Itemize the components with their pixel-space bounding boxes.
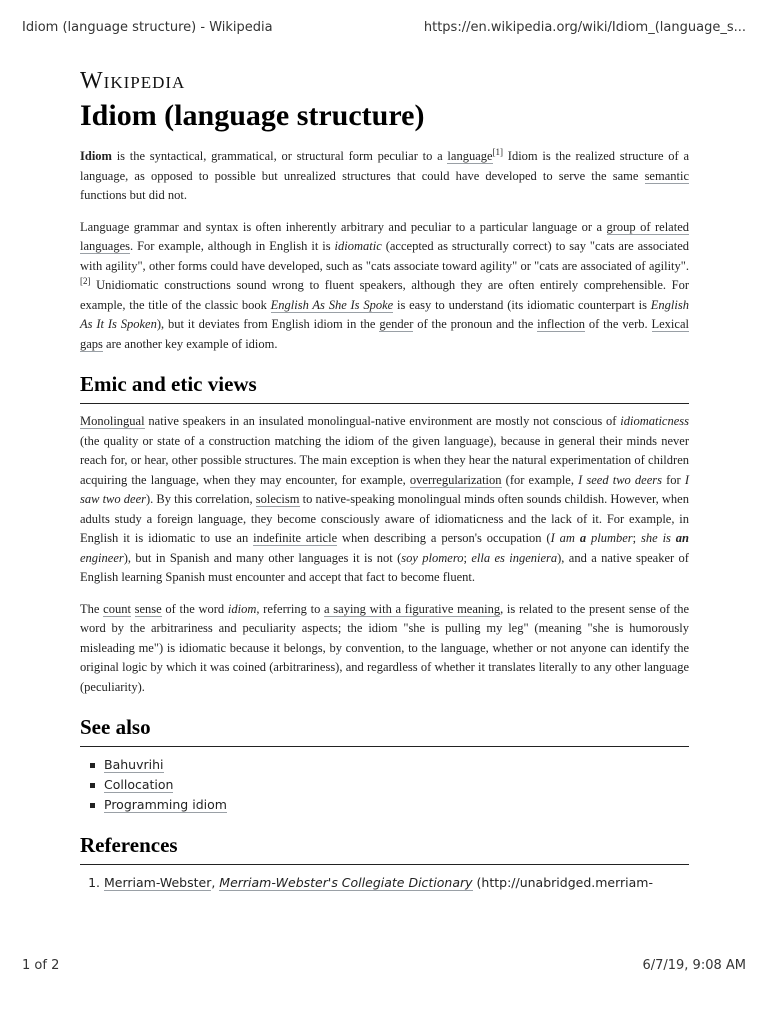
emphasis: idiom xyxy=(227,601,257,616)
text: ), and a native speaker of English learning Spanish must encounter and accept that fact to become fluent. xyxy=(80,550,689,584)
link-semantic[interactable]: semantic xyxy=(644,168,689,183)
emphasis: English As It Is Spoken xyxy=(80,297,689,331)
text: native speakers in an insulated monolingual-native environment are mostly not conscious of xyxy=(144,414,621,428)
link-reference-title[interactable] xyxy=(219,875,472,891)
text: of the word xyxy=(161,601,228,616)
text: (accepted as structurally correct) to say "cats are associated with agility", other forms could have developed, such as "cats associate toward agility" or "cats are associated of agility". xyxy=(80,239,689,273)
link-solecism[interactable]: solecism xyxy=(255,492,300,506)
print-header-title: Idiom (language structure) - Wikipedia xyxy=(22,20,273,35)
text: , xyxy=(211,875,220,890)
text: (for example, xyxy=(501,472,579,487)
text: to native-speaking monolingual minds often sounds childish. However, when adults study a foreign language, they become consciously aware of idiomaticness and the lack of it. For example, in English it is idiomatic to use an xyxy=(80,492,689,545)
emphasis: soy plomero xyxy=(401,550,464,565)
link-programming-idiom[interactable]: Programming idiom xyxy=(104,797,227,812)
text: I am xyxy=(550,531,580,545)
link-sense[interactable]: sense xyxy=(134,601,162,616)
citation-1[interactable]: [1] xyxy=(492,146,504,157)
link-book[interactable] xyxy=(271,298,394,313)
article xyxy=(80,68,689,893)
emphasis: I seed two deers xyxy=(578,472,662,487)
link-collocation[interactable]: Collocation xyxy=(104,777,174,792)
text: (the quality or state of a construction matching the idiom of the given language), because in general their minds never reach for, or hear, other possible structures. The main exception is when they hear the natural experimentation of children acquiring the language, when they may encounter, for example, xyxy=(80,433,689,487)
text: . For example, although in English it is xyxy=(129,239,335,253)
link-reference-author[interactable]: Merriam-Webster xyxy=(104,875,212,890)
print-footer xyxy=(22,958,746,978)
text: for xyxy=(662,472,685,487)
text: ). By this correlation, xyxy=(146,492,256,506)
link-language[interactable]: language xyxy=(447,149,493,163)
print-header xyxy=(22,20,746,40)
citation-2[interactable]: [2] xyxy=(80,275,91,286)
link-overregularization[interactable]: overregularization xyxy=(409,472,502,487)
reference-url: (http://unabridged.merriam- xyxy=(472,875,653,890)
text: The xyxy=(80,601,104,616)
text: ; xyxy=(463,550,472,565)
text: functions but did not. xyxy=(80,188,187,202)
print-timestamp: 6/7/19, 9:08 AM xyxy=(642,958,746,973)
wikipedia-logo[interactable]: Wikipedia xyxy=(80,68,186,94)
text: she is xyxy=(641,531,676,545)
text: ; xyxy=(632,531,642,545)
emphasis: idiomaticness xyxy=(620,414,689,428)
reference-item xyxy=(104,873,689,893)
intro-paragraph-1 xyxy=(80,147,689,206)
emic-paragraph-1 xyxy=(80,412,689,588)
text: Idiom is the realized structure of a language, as opposed to possible but unrealized structures that could have developed to serve the same xyxy=(80,149,690,183)
link-lexical-gaps[interactable]: Lexical gaps xyxy=(80,317,689,351)
bold-article: an xyxy=(675,531,689,545)
text: is easy to understand (its idiomatic counterpart is xyxy=(393,297,651,312)
section-heading-see-also: See also xyxy=(80,715,689,747)
text: when describing a person's occupation ( xyxy=(337,531,551,545)
text: of the pronoun and the xyxy=(413,317,538,331)
reference-title: Merriam-Webster's Collegiate Dictionary xyxy=(219,875,473,890)
link-inflection[interactable]: inflection xyxy=(537,317,586,331)
see-also-list xyxy=(80,755,689,815)
emic-paragraph-2 xyxy=(80,600,689,698)
print-header-url[interactable]: https://en.wikipedia.org/wiki/Idiom_(language_s... xyxy=(423,20,746,35)
page-title: Idiom (language structure) xyxy=(80,99,425,132)
text: Language grammar and syntax is often inherently arbitrary and peculiar to a particular language or a xyxy=(80,219,607,234)
bold-term: Idiom xyxy=(80,149,112,163)
page-number: 1 of 2 xyxy=(22,958,60,973)
link-count[interactable]: count xyxy=(103,601,131,616)
text: of the verb. xyxy=(585,317,652,331)
text: ), but it deviates from English idiom in the xyxy=(156,317,380,331)
references-list xyxy=(80,873,689,893)
intro-paragraph-2 xyxy=(80,218,689,355)
link-monolingual[interactable]: Monolingual xyxy=(80,414,145,428)
link-bahuvrihi[interactable]: Bahuvrihi xyxy=(104,757,164,772)
link-saying[interactable]: a saying with a figurative meaning xyxy=(324,601,501,616)
emphasis: ella es ingeniera xyxy=(471,550,558,565)
text: is the syntactical, grammatical, or structural form peculiar to a xyxy=(111,149,448,163)
link-indefinite-article[interactable]: indefinite article xyxy=(253,531,338,545)
link-group-of-related-languages[interactable]: group of related languages xyxy=(80,219,689,253)
section-heading-references: References xyxy=(80,833,689,865)
section-heading-emic: Emic and etic views xyxy=(80,372,689,404)
text: , is related to the present sense of the word by the arbitrariness and peculiarity aspects; the idiom "she is pulling my leg" (meaning "she is humorously misleading me") is idiomatic because it belongs, by convention, to the language, whether or not anyone can identify the original logic by which it was coined (arbitrariness), and regardless of whether it translates literally to any other language (peculiarity). xyxy=(80,601,690,694)
list-item xyxy=(90,775,689,795)
emphasis: I saw two deer xyxy=(80,472,689,506)
text: ), but in Spanish and many other languages it is not ( xyxy=(123,550,402,565)
text: engineer xyxy=(80,550,124,565)
text: , referring to xyxy=(256,601,325,616)
bold-article: a xyxy=(579,531,587,545)
text: are another key example of idiom. xyxy=(102,336,278,351)
link-gender[interactable]: gender xyxy=(379,317,414,331)
emphasis xyxy=(551,531,633,545)
text: Unidiomatic constructions sound wrong to fluent speakers, although they are often entirely comprehensible. For example, the title of the classic book xyxy=(80,278,689,312)
list-item xyxy=(90,755,689,775)
text: plumber xyxy=(586,531,633,545)
book-title: English As She Is Spoke xyxy=(270,297,394,312)
emphasis: idiomatic xyxy=(334,239,382,253)
list-item xyxy=(90,795,689,815)
